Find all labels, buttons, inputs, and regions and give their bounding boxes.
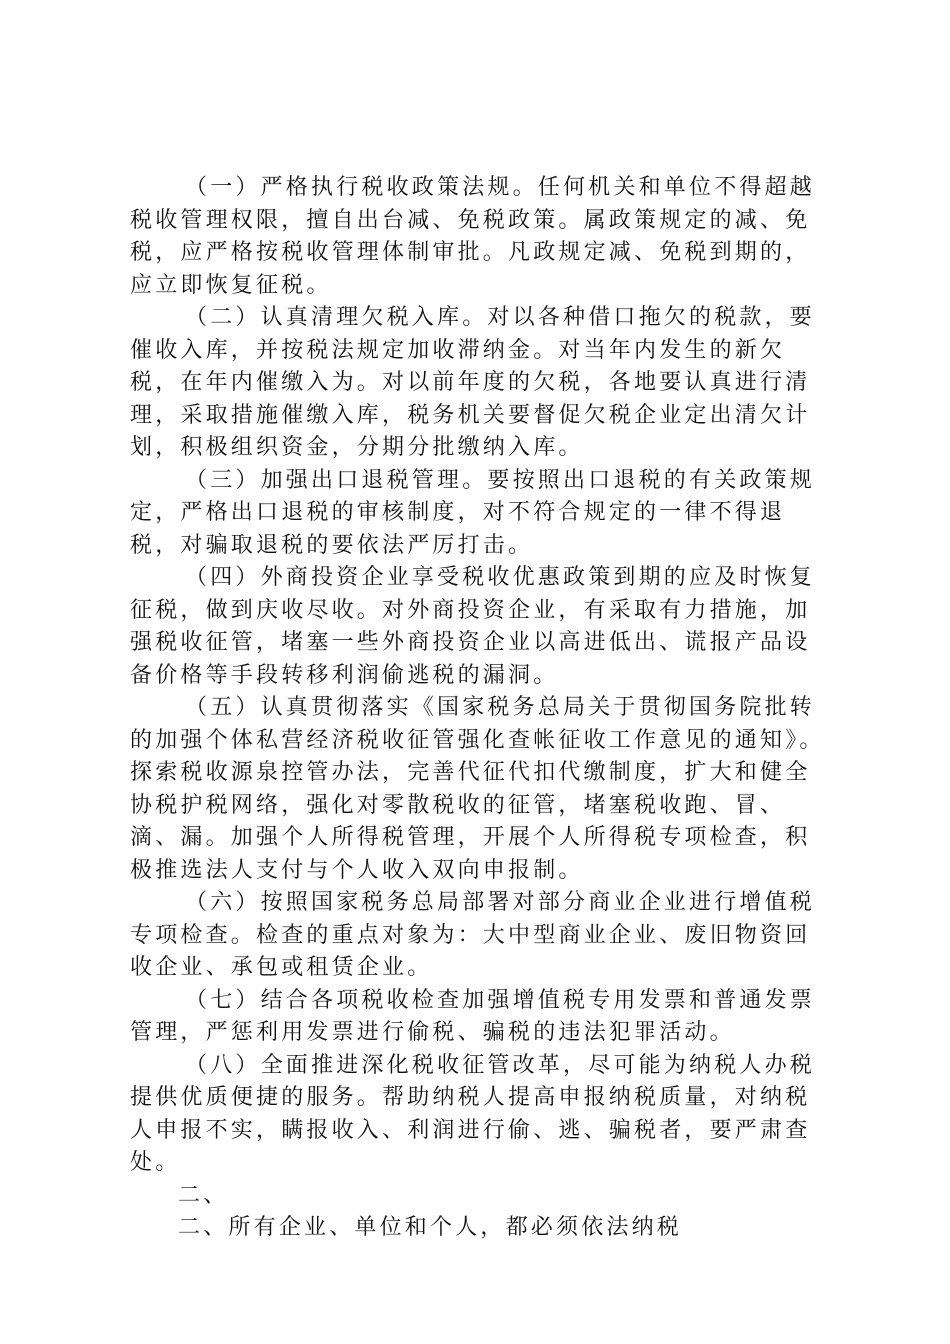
paragraph-5: （五）认真贯彻落实《国家税务总局关于贯彻国务院批转的加强个体私营经济税收征管强化查帐征收工作意见的通知》。探索税收源泉控管办法，完善代征代扣代缴制度，扩大和健全协税护税网络，强化对零散税收的征管，堵塞税收跑、冒、滴、漏。加强个人所得税管理，开展个人所得税专项检查，积极推选法人支付与个人收入双向申报制。 xyxy=(130,695,825,883)
paragraph-4: （四）外商投资企业享受税收优惠政策到期的应及时恢复征税，做到庆收尽收。对外商投资企业，有采取有力措施，加强税收征管，堵塞一些外商投资企业以高进低出、谎报产品设备价格等手段转移利润偷逃税的漏洞。 xyxy=(130,565,816,688)
paragraph-1: （一）严格执行税收政策法规。任何机关和单位不得超越税收管理权限，擅自出台减、免税政策。属政策规定的减、免税，应严格按税收管理体制审批。凡政规定减、免税到期的，应立即恢复征税。 xyxy=(130,175,816,298)
paragraph-7: （七）结合各项税收检查加强增值税专用发票和普通发票管理，严惩利用发票进行偷税、骗税的违法犯罪活动。 xyxy=(130,987,816,1045)
paragraph-2: （二）认真清理欠税入库。对以各种借口拖欠的税款，要催收入库，并按税法规定加收滞纳金。对当年内发生的新欠税，在年内催缴入为。对以前年度的欠税，各地要认真进行清理，采取措施催缴入库，税务机关要督促欠税企业定出清欠计划，积极组织资金，分期分批缴纳入库。 xyxy=(130,305,816,460)
section-heading-fragment: 二、 xyxy=(178,1182,229,1208)
document-body xyxy=(130,172,830,1245)
paragraph-6: （六）按照国家税务总局部署对部分商业企业进行增值税专项检查。检查的重点对象为：大中型商业企业、废旧物资回收企业、承包或租赁企业。 xyxy=(130,890,816,980)
section-heading: 二、所有企业、单位和个人，都必须依法纳税 xyxy=(178,1215,683,1240)
paragraph-3: （三）加强出口退税管理。要按照出口退税的有关政策规定，严格出口退税的审核制度，对不符合规定的一律不得退税，对骗取退税的要依法严厉打击。 xyxy=(130,467,816,558)
paragraph-8: （八）全面推进深化税收征管改革，尽可能为纳税人办税提供优质便捷的服务。帮助纳税人提高申报纳税质量，对纳税人申报不实，瞒报收入、利润进行偷、逃、骗税者，要严肃查处。 xyxy=(130,1052,816,1175)
